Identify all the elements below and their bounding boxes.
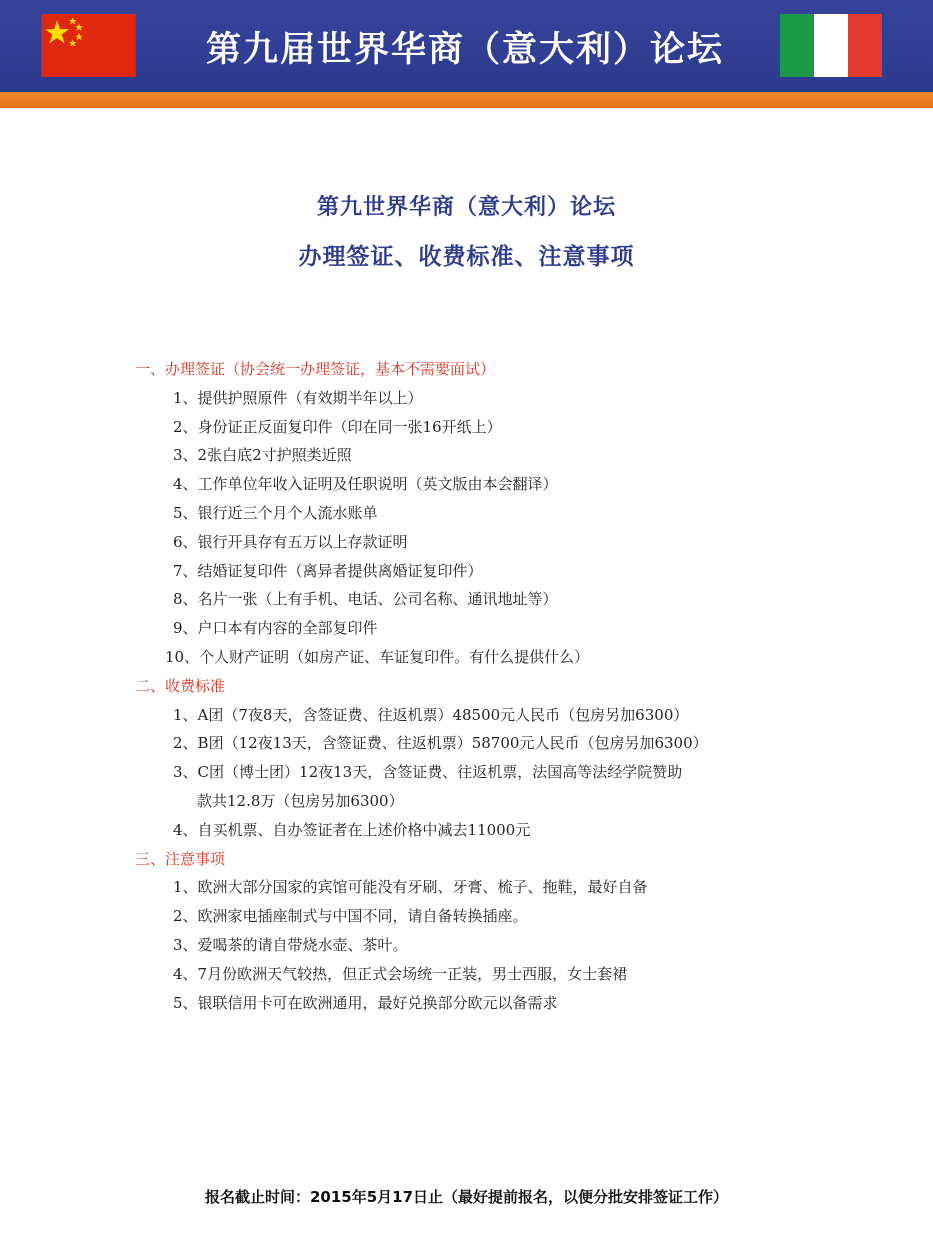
italy-flag-icon <box>780 14 882 77</box>
list-item: 9、户口本有内容的全部复印件 <box>173 619 378 638</box>
section-heading-visa: 一、办理签证（协会统一办理签证，基本不需要面试） <box>135 360 496 378</box>
section-heading-notes: 三、注意事项 <box>135 849 226 868</box>
list-item: 7、结婚证复印件（离异者提供离婚证复印件） <box>173 561 483 580</box>
header-stripe <box>0 92 933 108</box>
list-item: 3、爱喝茶的请自带烧水壶、茶叶。 <box>173 935 408 954</box>
list-item-continuation: 款共12.8万（包房另加6300） <box>197 791 404 810</box>
section-heading-fees: 二、收费标准 <box>135 676 226 695</box>
list-item: 2、身份证正反面复印件（印在同一张16开纸上） <box>173 417 502 436</box>
list-item: 8、名片一张（上有手机、电话、公司名称、通讯地址等） <box>173 590 558 609</box>
registration-deadline: 报名截止时间：2015年5月17日止（最好提前报名，以便分批安排签证工作） <box>204 1188 729 1206</box>
china-flag-icon <box>38 14 139 77</box>
list-item: 3、C团（博士团）12夜13天，含签证费、往返机票，法国高等法经学院赞助 <box>173 763 683 782</box>
list-item: 1、欧洲大部分国家的宾馆可能没有牙刷、牙膏、梳子、拖鞋，最好自备 <box>173 878 648 897</box>
list-item: 5、银联信用卡可在欧洲通用，最好兑换部分欧元以备需求 <box>173 993 558 1012</box>
document-subtitle: 办理签证、收费标准、注意事项 <box>298 244 635 270</box>
list-item: 4、工作单位年收入证明及任职说明（英文版由本会翻译） <box>173 475 558 494</box>
list-item: 6、银行开具存有五万以上存款证明 <box>173 532 408 551</box>
list-item: 3、2张白底2寸护照类近照 <box>173 446 352 465</box>
document-title: 第九世界华商（意大利）论坛 <box>316 195 616 220</box>
list-item: 5、银行近三个月个人流水账单 <box>173 503 378 522</box>
list-item: 4、7月份欧洲天气较热，但正式会场统一正装，男士西服，女士套裙 <box>173 964 628 983</box>
list-item: 2、B团（12夜13天，含签证费、往返机票）58700元人民币（包房另加6300） <box>173 734 708 753</box>
list-item: 10、个人财产证明（如房产证、车证复印件。有什么提供什么） <box>165 647 590 666</box>
list-item: 1、A团（7夜8天，含签证费、往返机票）48500元人民币（包房另加6300） <box>173 705 689 724</box>
list-item: 4、自买机票、自办签证者在上述价格中减去11000元 <box>173 820 531 839</box>
banner-title: 第九届世界华商（意大利）论坛 <box>205 30 724 70</box>
list-item: 2、欧洲家电插座制式与中国不同，请自备转换插座。 <box>173 907 528 926</box>
document-body <box>135 355 835 1017</box>
list-item: 1、提供护照原件（有效期半年以上） <box>173 388 423 407</box>
